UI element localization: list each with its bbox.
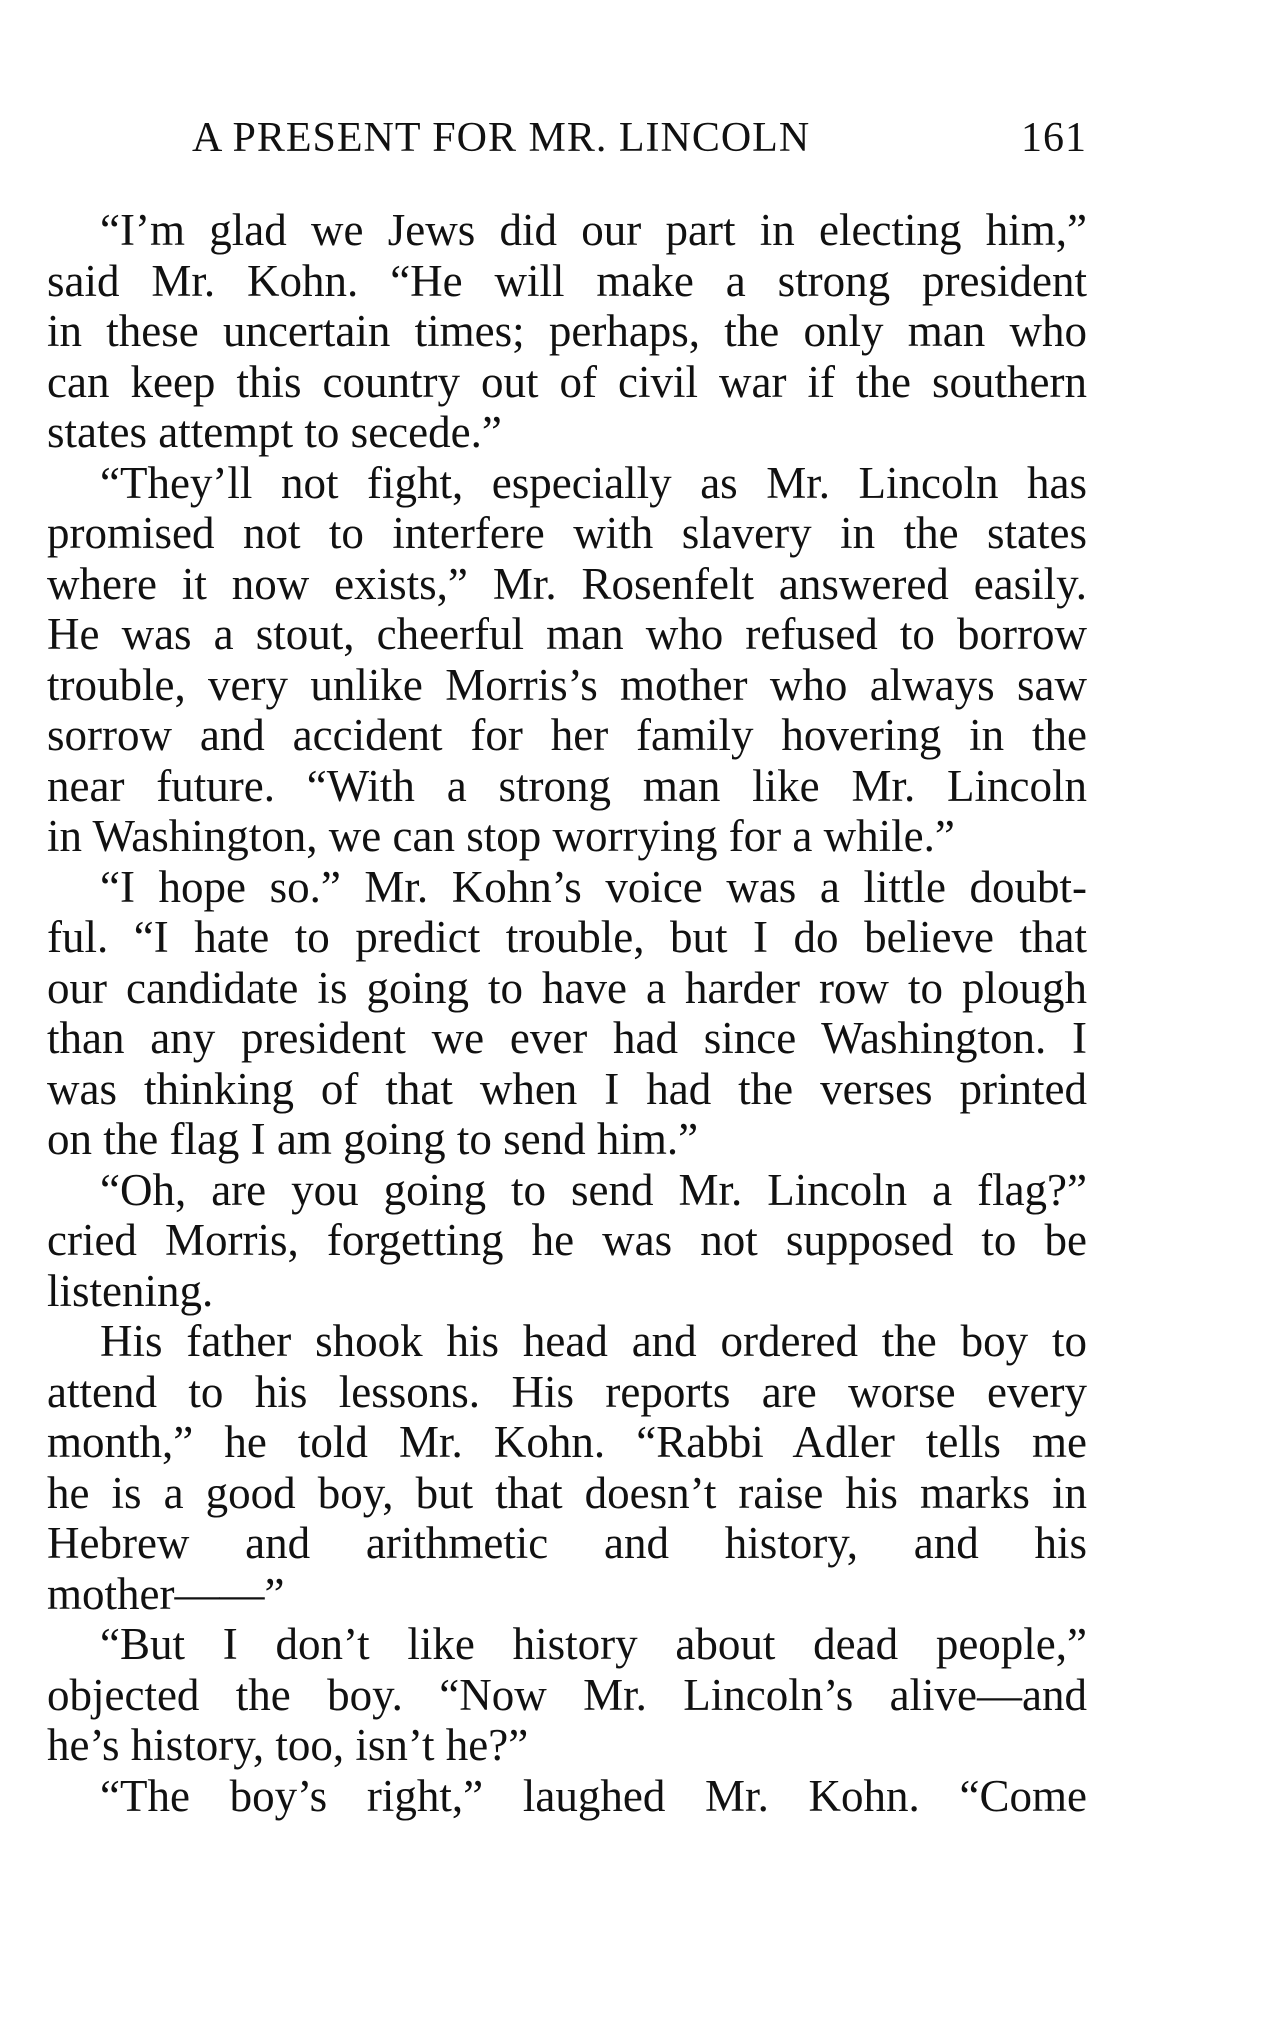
paragraph: [47, 1165, 1087, 1317]
text-line: mother——”: [47, 1568, 285, 1619]
text-line: he is a good boy, but that doesn’t raise his marks in: [47, 1467, 1087, 1518]
text-line: states attempt to secede.”: [47, 407, 502, 457]
text-line: His father shook his head and ordered the boy to: [100, 1316, 1087, 1366]
text-line: He was a stout, cheerful man who refused to borrow: [47, 609, 1087, 659]
text-line: cried Morris, forgetting he was not supposed to be: [47, 1215, 1087, 1265]
text-line: “Oh, are you going to send Mr. Lincoln a flag?”: [100, 1164, 1087, 1215]
text-line: listening.: [47, 1265, 214, 1316]
running-head: [47, 108, 1087, 168]
text-line: he’s history, too, isn’t he?”: [47, 1720, 529, 1770]
text-line: was thinking of that when I had the verses printed: [47, 1063, 1087, 1114]
paragraph: [47, 1771, 1087, 1822]
text-line: in Washington, we can stop worrying for a while.”: [47, 811, 955, 861]
text-line: ful. “I hate to predict trouble, but I do believe that: [47, 912, 1087, 962]
running-title: A PRESENT FOR MR. LINCOLN: [192, 115, 811, 161]
paragraph: [47, 205, 1087, 458]
text-line: Hebrew and arithmetic and history, and his: [47, 1518, 1087, 1568]
text-line: “They’ll not fight, especially as Mr. Lincoln has: [100, 457, 1087, 508]
text-line: on the flag I am going to send him.”: [47, 1114, 699, 1164]
text-line: “I hope so.” Mr. Kohn’s voice was a little doubt-: [100, 861, 1087, 912]
text-line: sorrow and accident for her family hovering in the: [47, 710, 1087, 760]
text-line: in these uncertain times; perhaps, the only man who: [47, 306, 1087, 356]
text-line: than any president we ever had since Washington. I: [47, 1013, 1087, 1063]
text-line: “The boy’s right,” laughed Mr. Kohn. “Come: [100, 1770, 1087, 1821]
paragraph: [47, 458, 1087, 862]
page-number: 161: [1021, 115, 1087, 161]
text-line: near future. “With a strong man like Mr. Lincoln: [47, 760, 1087, 811]
text-line: said Mr. Kohn. “He will make a strong president: [47, 255, 1087, 306]
text-line: trouble, very unlike Morris’s mother who always saw: [47, 659, 1087, 710]
body-text: [47, 205, 1087, 1821]
text-line: our candidate is going to have a harder row to plough: [47, 962, 1087, 1013]
paragraph: [47, 1619, 1087, 1771]
text-line: objected the boy. “Now Mr. Lincoln’s alive—and: [47, 1669, 1087, 1720]
text-line: attend to his lessons. His reports are worse every: [47, 1366, 1087, 1417]
paragraph: [47, 862, 1087, 1165]
text-line: promised not to interfere with slavery in the states: [47, 508, 1087, 558]
text-line: “I’m glad we Jews did our part in electing him,”: [100, 205, 1087, 255]
text-line: can keep this country out of civil war if the southern: [47, 356, 1087, 407]
paragraph: [47, 1316, 1087, 1619]
text-line: month,” he told Mr. Kohn. “Rabbi Adler tells me: [47, 1417, 1087, 1467]
text-line: “But I don’t like history about dead people,”: [100, 1619, 1087, 1669]
text-line: where it now exists,” Mr. Rosenfelt answered easily.: [47, 558, 1087, 609]
